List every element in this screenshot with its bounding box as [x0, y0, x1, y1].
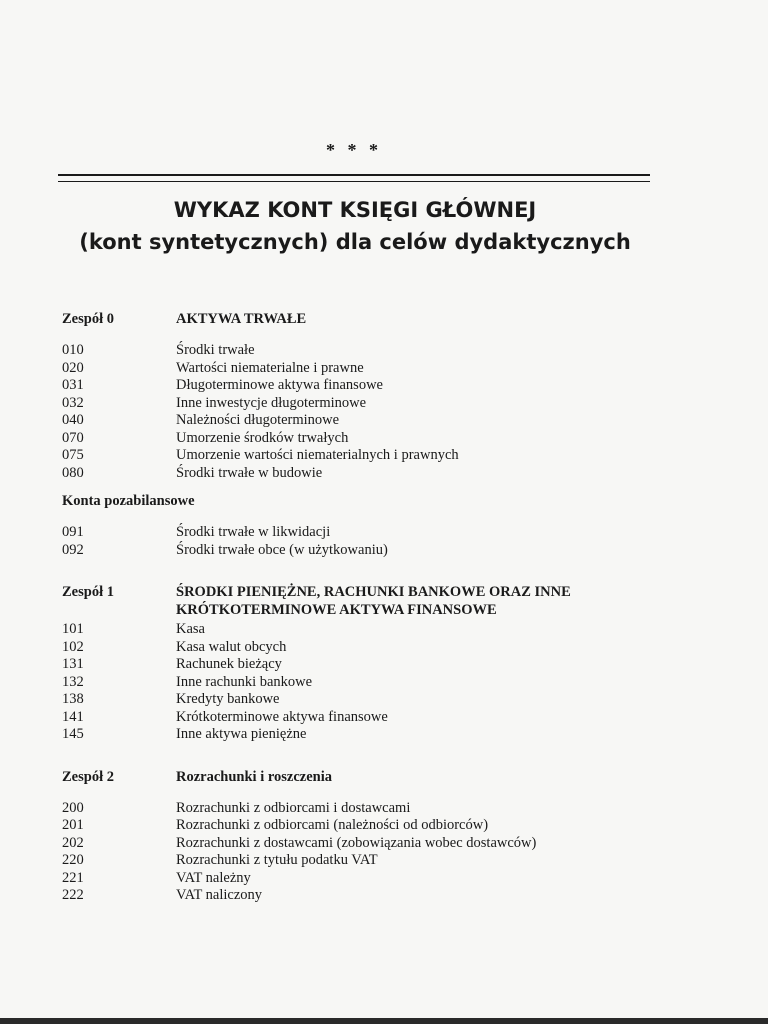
group-2: [62, 768, 662, 905]
account-code: 220: [62, 852, 84, 868]
account-row: [62, 656, 662, 674]
account-row: [62, 691, 662, 709]
group-title: Rozrachunki i roszczenia: [176, 768, 332, 785]
account-row: [62, 852, 662, 870]
account-code: 141: [62, 708, 84, 725]
account-code: 138: [62, 691, 84, 707]
account-row: [62, 360, 662, 378]
spacer: [62, 754, 662, 768]
account-row: [62, 342, 662, 360]
account-name: Środki trwałe obce (w użytkowaniu): [176, 541, 388, 558]
account-row: [62, 709, 662, 727]
group-heading: [62, 310, 662, 328]
account-code: 131: [62, 656, 84, 672]
account-code: 032: [62, 394, 84, 411]
account-code: 200: [62, 799, 84, 816]
account-name: Środki trwałe w budowie: [176, 464, 323, 481]
account-name: Środki trwałe w likwidacji: [176, 524, 331, 540]
account-row: [62, 542, 662, 560]
account-name: Kredyty bankowe: [176, 691, 280, 707]
account-row: [62, 639, 662, 657]
section-separator-stars: * * *: [326, 140, 382, 160]
account-code: 221: [62, 869, 84, 886]
account-code: 040: [62, 412, 84, 428]
account-row: [62, 674, 662, 692]
account-code: 202: [62, 834, 84, 851]
account-code: 010: [62, 342, 84, 358]
account-code: 145: [62, 726, 84, 742]
account-code: 070: [62, 429, 84, 446]
account-row: [62, 412, 662, 430]
account-row: [62, 395, 662, 413]
group-label: Zespół 2: [62, 768, 114, 785]
account-code: 020: [62, 359, 84, 376]
account-code: 092: [62, 541, 84, 558]
account-code: 031: [62, 377, 84, 393]
account-row: [62, 835, 662, 853]
account-row: [62, 800, 662, 818]
page-subtitle: (kont syntetycznych) dla celów dydaktycznych: [79, 230, 631, 254]
group-title-line: KRÓTKOTERMINOWE AKTYWA FINANSOWE: [176, 602, 497, 618]
account-name: VAT należny: [176, 869, 251, 886]
group-title: [176, 583, 662, 619]
account-name: Należności długoterminowe: [176, 412, 340, 428]
account-name: Rozrachunki z odbiorcami (należności od odbiorców): [176, 817, 489, 833]
account-code: 075: [62, 447, 84, 463]
account-name: Kasa: [176, 621, 205, 637]
account-row: [62, 726, 662, 744]
account-row: [62, 887, 662, 905]
account-rows: [62, 342, 662, 482]
account-name: Kasa walut obcych: [176, 638, 287, 655]
top-rule-thin: [58, 181, 650, 182]
group-0: [62, 310, 662, 482]
account-code: 201: [62, 817, 84, 833]
account-row: [62, 430, 662, 448]
group-heading: [62, 768, 662, 786]
account-name: Wartości niematerialne i prawne: [176, 359, 364, 376]
account-list: [62, 310, 662, 915]
account-name: Krótkoterminowe aktywa finansowe: [176, 708, 388, 725]
account-code: 102: [62, 638, 84, 655]
account-row: [62, 377, 662, 395]
account-code: 132: [62, 673, 84, 690]
account-name: Środki trwałe: [176, 342, 255, 358]
page-title: WYKAZ KONT KSIĘGI GŁÓWNEJ: [173, 198, 537, 222]
account-name: Inne aktywa pieniężne: [176, 726, 307, 742]
account-row: [62, 817, 662, 835]
account-row: [62, 524, 662, 542]
account-name: Rozrachunki z tytułu podatku VAT: [176, 852, 378, 868]
account-name: Umorzenie środków trwałych: [176, 429, 349, 446]
group-label: Zespół 0: [62, 311, 114, 327]
scan-edge-bar: [0, 1018, 768, 1024]
account-code: 080: [62, 464, 84, 481]
account-code: 222: [62, 887, 84, 903]
top-rule-thick: [58, 174, 650, 176]
account-code: 101: [62, 621, 84, 637]
account-name: Rozrachunki z dostawcami (zobowiązania wobec dostawców): [176, 834, 537, 851]
account-name: VAT naliczony: [176, 887, 263, 903]
off-balance-group: [62, 492, 662, 559]
account-name: Umorzenie wartości niematerialnych i prawnych: [176, 447, 459, 463]
group-1: [62, 583, 662, 744]
group-label: Zespół 1: [62, 584, 114, 600]
account-name: Długoterminowe aktywa finansowe: [176, 377, 383, 393]
account-name: Inne inwestycje długoterminowe: [176, 394, 367, 411]
off-balance-heading: Konta pozabilansowe: [62, 493, 195, 509]
account-name: Rozrachunki z odbiorcami i dostawcami: [176, 799, 411, 816]
account-code: 091: [62, 524, 84, 540]
account-name: Rachunek bieżący: [176, 656, 282, 672]
group-title: AKTYWA TRWAŁE: [176, 311, 307, 327]
account-name: Inne rachunki bankowe: [176, 673, 313, 690]
group-heading: [62, 583, 662, 619]
account-row: [62, 447, 662, 465]
account-row: [62, 870, 662, 888]
account-row: [62, 465, 662, 483]
account-row: [62, 621, 662, 639]
group-title-line: ŚRODKI PIENIĘŻNE, RACHUNKI BANKOWE ORAZ INNE: [176, 584, 571, 600]
spacer: [62, 569, 662, 583]
